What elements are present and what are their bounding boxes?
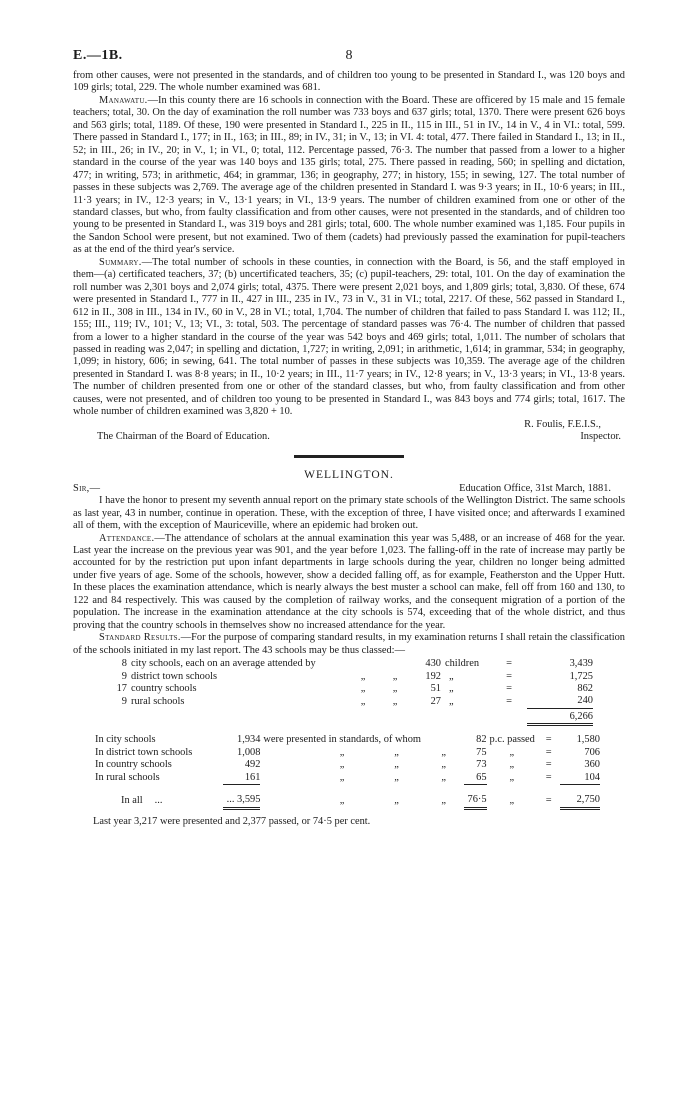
summary-heading: Summary. — [99, 256, 142, 268]
inspector-name: R. Foulis, F.E.I.S., — [524, 418, 601, 430]
standard-results-paragraph — [73, 632, 625, 657]
table-row: In city schools 1,934 were presented in standards, of whom 82 p.c. passed = 1,580 — [95, 734, 600, 746]
table-row: 17 country schools „ „ 51 „ = 862 — [116, 682, 593, 694]
standard-results-table — [95, 734, 600, 809]
wellington-title: WELLINGTON. — [304, 468, 394, 481]
classes-total: 6,266 — [527, 708, 593, 724]
table-row: In district town schools 1,008 „ „ „ 75 „ = 706 — [95, 746, 600, 758]
table-row: In rural schools 161 „ „ „ 65 „ = 104 — [95, 771, 600, 783]
document-reference: E.—1B. — [73, 48, 123, 63]
standard-results-heading: Standard Results. — [99, 632, 181, 644]
table-row: 9 district town schools „ „ 192 „ = 1,725 — [121, 670, 593, 682]
manawatu-paragraph — [73, 95, 625, 257]
table-row: 8 city schools, each on an average attended by 430 children = 3,439 — [121, 658, 593, 670]
attendance-text: —The attendance of scholars at the annual examination this year was 5,488, or an increase of 468 for the year. Last year the increase on the previous year was 901, and the year before 1,023. The falling-off in the rate of increase may partly be accounted for by the restriction put upon infant departments in large schools during the year, children no longer being admitted under five years of age. Some of the schools, however, show a decided falling off, as for example, Featherston and the Upper Hutt. In these places the examination attendance, which is nearly always the best muster a school can make, fell off from 160 and 130, to 122 and 84 respectively. This was caused by the completion of railway works, and the consequent migration of a portion of the population. The increase in the examination attendance at the city schools is 574, exceeding that of the whole district, and thus proving that the country schools in themselves show no increased attendance for the year. — [73, 532, 625, 631]
page-header — [73, 48, 625, 70]
addressee: The Chairman of the Board of Education. — [97, 431, 270, 443]
total-presented: 3,595 — [237, 794, 261, 806]
total-passed: 2,750 — [560, 785, 600, 808]
wellington-intro: I have the honor to present my seventh annual report on the primary state schools of the Wellington District. The same schools as last year, 43 in number, continue in operation. These, with the exception of three, I have visited once; and afterwards I examined all of them, with the exception of Mauriceville, where an epidemic had broken out. — [73, 495, 625, 532]
page-number: 8 — [345, 48, 353, 63]
total-percentage: 76·5 — [464, 785, 487, 808]
attendance-paragraph — [73, 533, 625, 633]
dateline-row — [73, 483, 625, 496]
section-divider — [294, 455, 404, 458]
manawatu-heading: Manawatu. — [99, 94, 148, 106]
signature-row — [73, 419, 625, 432]
summary-text: —The total number of schools in these counties, in connection with the Board, is 56, and the staff employed in them—(a) certificated teachers, 37; (b) uncertificated teachers, 35; (c) pupil-teachers, 29: total, 101. On the day of examination the roll number was 2,301 boys and 2,074 girls; total, 4375. There were present 2,021 boys, and 1,809 girls; total, 3,830. Of these, 674 were presented in Standard I., 777 in II., 427 in III., 235 in IV., 73 in V., 31 in VI.; total, 2217. Of these, 562 passed in Standard I., 612 in II., 308 in III., 134 in IV., 60 in V., 28 in VI.; total, 1,704. The number of children that failed to pass Standard I. was 112; II., 155; III., 119; IV., 101; V., 13; VI., 3: total, 503. The percentage of standard passes was 76·4. The number of children that passed from a lower to a higher standard in the course of the year was 542 boys and 469 girls; total, 1,011. The number of scholars that passed in reading was 2,047; in spelling and dictation, 1,727; in writing, 2,091; in arithmetic, 1,614; in grammar, 534; in geography, 1,099; in history, 606; in sewing, 641. The total number of passes in these subjects was 10,359. The average age of the children presented in Standard I. was 8·8 years; in II., 10·2 years; in III., 11·7 years; in IV., 12·8 years; in V., 13·3 years; in VI., 13·8 years. The number of children presented from one or other of the standard classes, but who, from faulty classification and from other causes, were not presented, and of children too young to be presented in Standard I., was 843 boys and 774 girls; total, 1617. The whole number of children examined was 3,820 + 10. — [73, 256, 625, 418]
continued-paragraph: from other causes, were not presented in the standards, and of children too young to be presented in Standard I., was 120 boys and 109 girls; total, 229. The whole number examined was 681. — [73, 70, 625, 94]
table-total-row — [103, 708, 593, 724]
manawatu-text: —In this county there are 16 schools in connection with the Board. These are officered by 15 male and 15 female teachers; total, 30. On the day of examination the roll number was 733 boys and 637 girls; total, 1370. There were present 626 boys and 563 girls; total, 1189. Of these, 190 were presented in Standard I., 225 in II., 115 in III., 51 in IV., 14 in V., 4 in VI.: total, 599. There passed in Standard I., 177; in II., 163; in III., 89; in IV., 31; in V., 13; in VI. 4: total, 477. There failed in Standard I., 13; in II., 52; in III., 26; in IV., 20; in V., 1; in VI., 0; total, 112. Percentage passed, 76·3. The number that passed from a lower to a higher standard in the course of the year was 140 boys and 135 girls; total, 275. There passed in reading, 560; in spelling and dictation, 477; in writing, 573; in arithmetic, 464; in grammar, 136; in geography, 277; in history, 155; in sewing, 127. The total number of passes in these subjects was 2,769. The average age of the children presented in Standard I. was 9·3 years; in II., 10·6 years; in III., 11·3 years; in IV., 12·3 years; in V., 13·1 years; in VI., 13·9 years. The number of children examined from one or other of the standard classes, but who, from faulty classification and from other causes, were not presented in the standards, and of children too young to be presented in Standard I., was 319 boys and 281 girls; total, 600. The whole number examined was 1,185. Four pupils in the Sandon School were present, but not examined. Two of them (cadets) had previously passed the examination for pupil-teachers as at the end of the third year's service. — [73, 94, 625, 256]
table-row: 9 rural schools „ „ 27 „ = 240 — [121, 695, 593, 707]
inspector-title: Inspector. — [580, 431, 621, 443]
summary-paragraph — [73, 257, 625, 419]
table-row: In country schools 492 „ „ „ 73 „ = 360 — [95, 759, 600, 771]
standard-results-text: —For the purpose of comparing standard results, in my examination returns I shall retain the classification of the schools initiated in my last report. The 43 schools may be thus classed:— — [73, 632, 625, 656]
dateline: Education Office, 31st March, 1881. — [459, 482, 611, 494]
attendance-heading: Attendance. — [99, 532, 155, 544]
salutation: Sir,— — [73, 482, 101, 494]
school-classification-table — [103, 658, 593, 726]
last-year-note: Last year 3,217 were presented and 2,377 passed, or 74·5 per cent. — [93, 815, 371, 827]
document-page — [73, 48, 625, 828]
addressee-row — [73, 431, 625, 444]
table-total-row: In all ... ... 3,595 „ „ „ 76·5 „ = 2,750 — [95, 785, 600, 808]
